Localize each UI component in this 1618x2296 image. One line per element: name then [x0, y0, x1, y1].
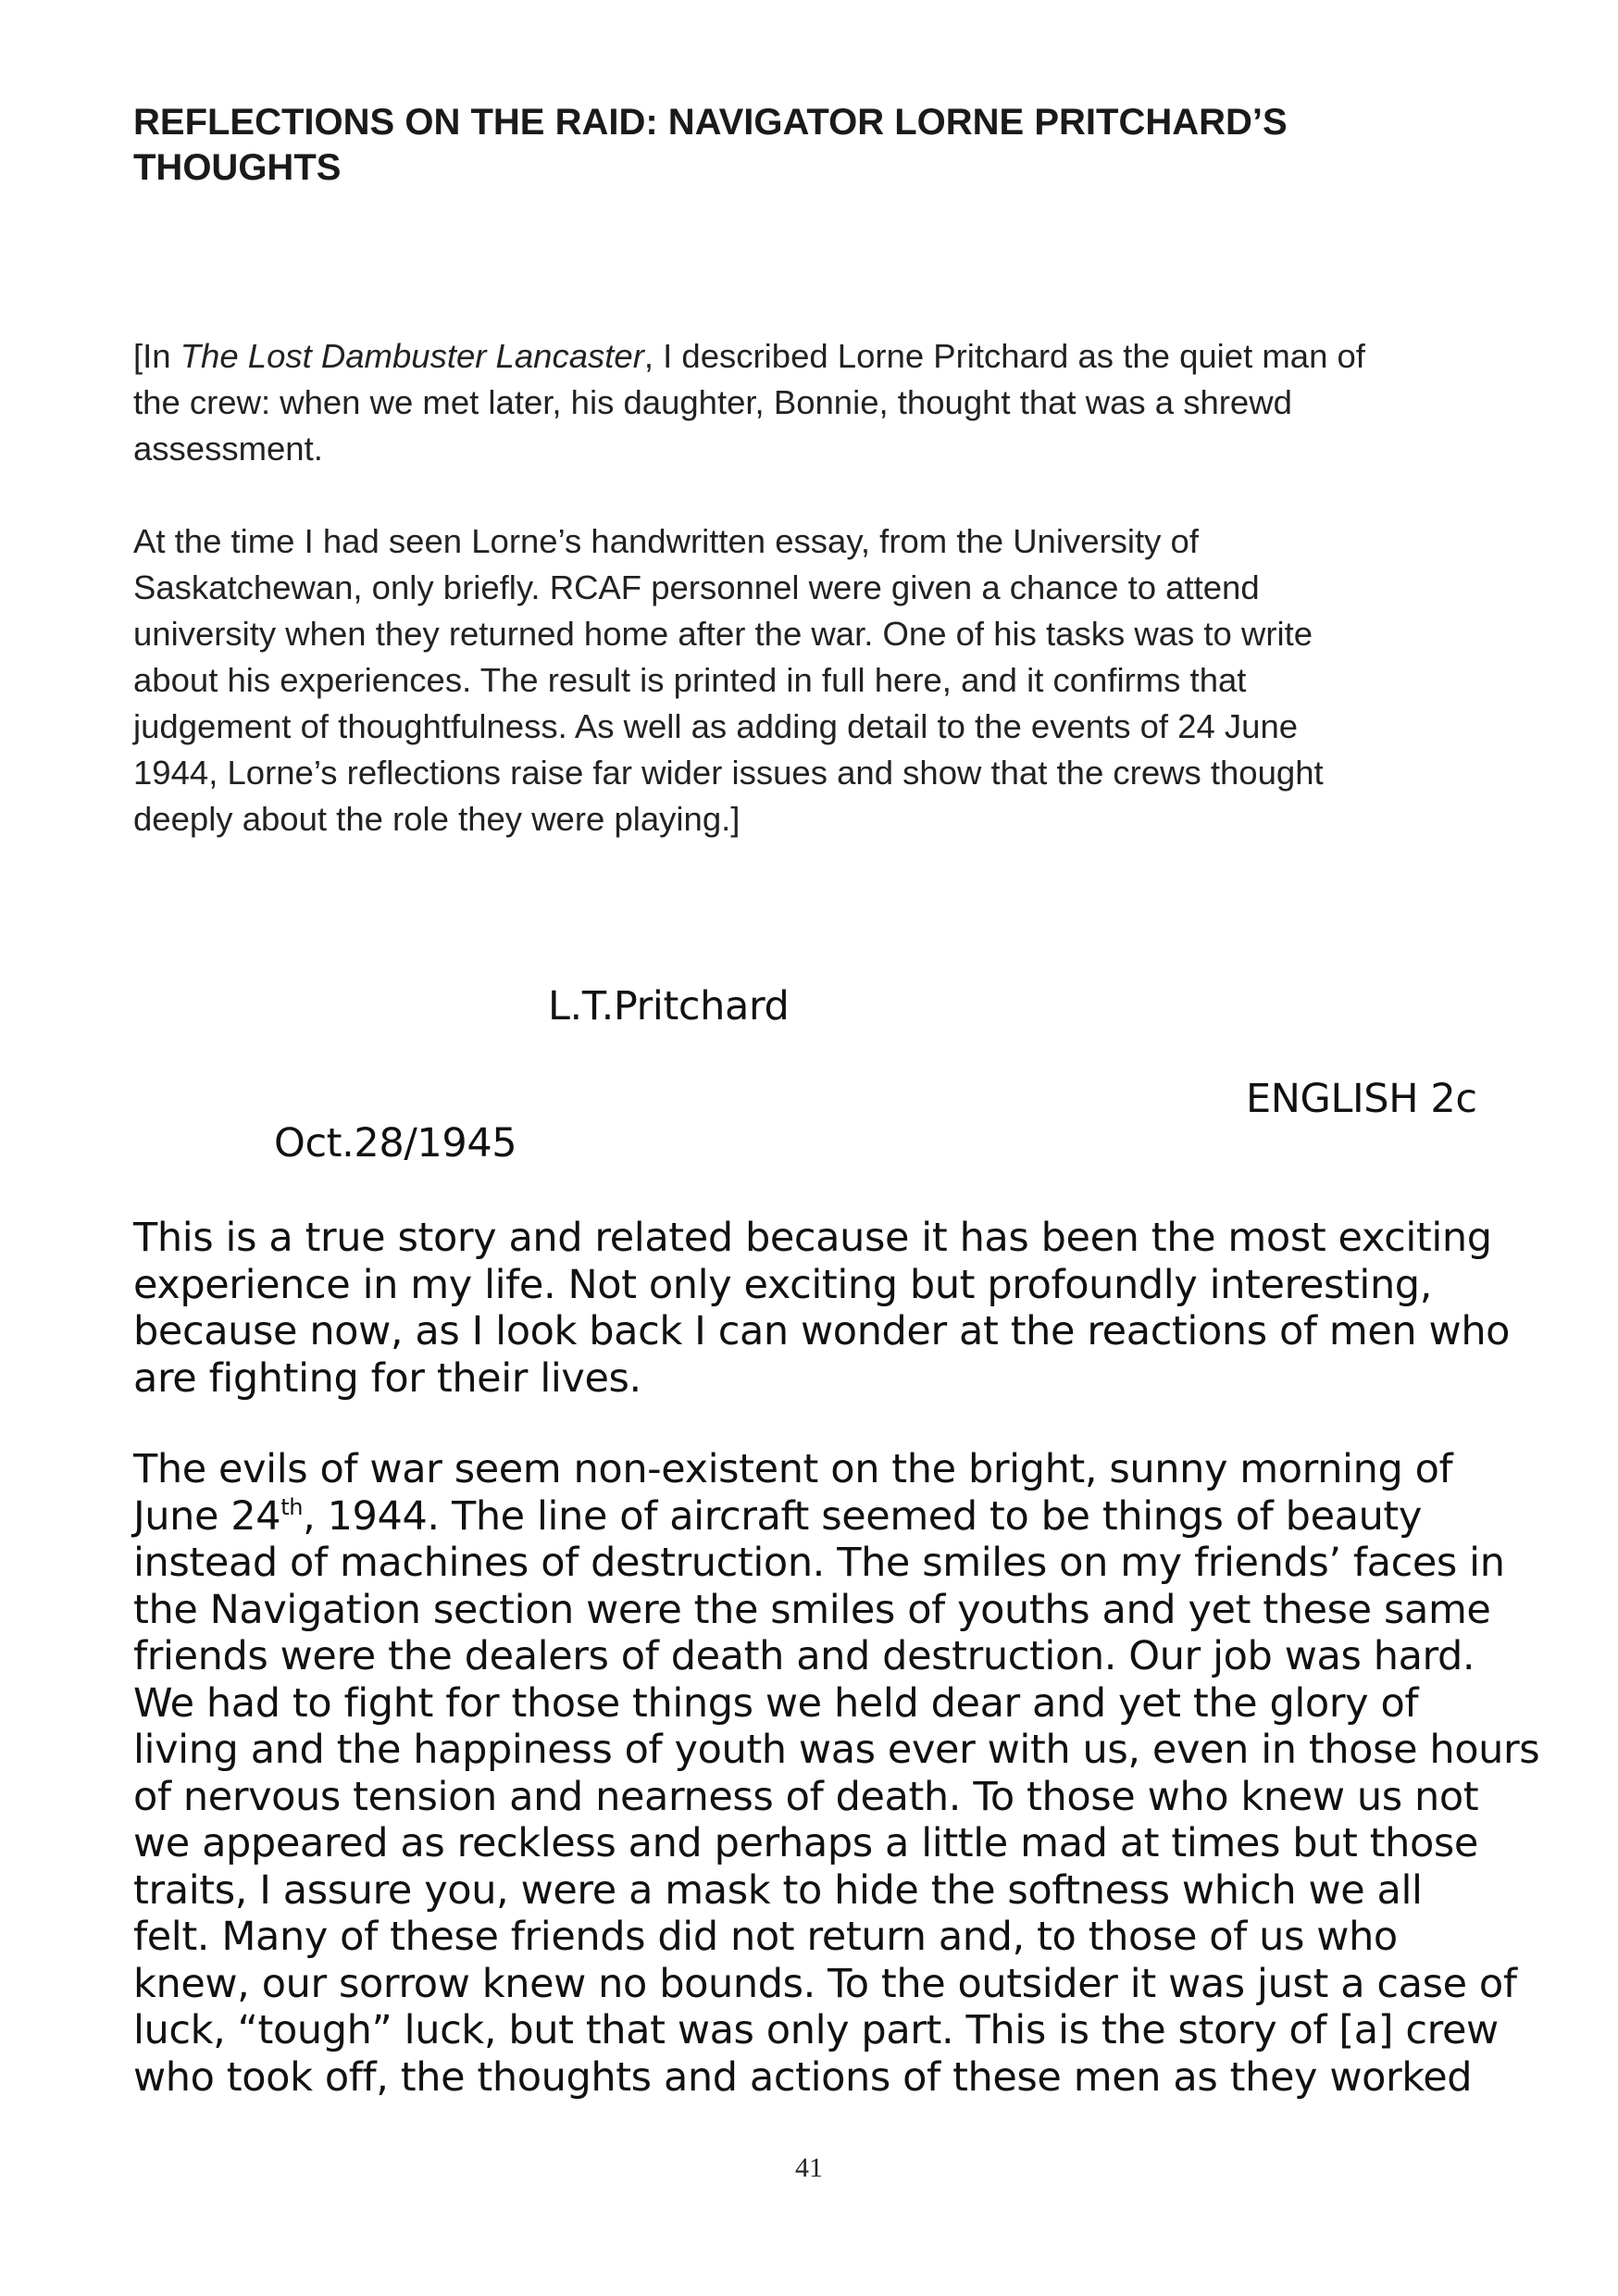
essay-line: The evils of war seem non-existent on the bright, sunny morning of	[133, 1446, 1453, 1492]
intro-line: 1944, Lorne’s reflections raise far wider issues and show that the crews thought	[133, 754, 1324, 792]
page-title: REFLECTIONS ON THE RAID: NAVIGATOR LORNE PRITCHARD’S THOUGHTS	[133, 102, 1288, 188]
intro-line: assessment.	[133, 430, 323, 468]
intro-line	[133, 333, 1522, 380]
essay-course: ENGLISH 2c	[1246, 1076, 1477, 1122]
intro-line: deeply about the role they were playing.]	[133, 800, 741, 838]
essay-line: We had to fight for those things we held dear and yet the glory of	[133, 1679, 1419, 1727]
intro-line: judgement of thoughtfulness. As well as adding detail to the events of 24 June	[133, 707, 1299, 745]
intro-line: At the time I had seen Lorne’s handwritten essay, from the University of	[133, 522, 1199, 560]
intro-line: Saskatchewan, only briefly. RCAF personnel were given a chance to attend	[133, 568, 1260, 606]
essay-line	[133, 1493, 1540, 1541]
ordinal-suffix: th	[280, 1493, 304, 1520]
intro-text: , I described Lorne Pritchard as the quiet man of	[643, 337, 1365, 375]
essay-line: of nervous tension and nearness of death. To those who knew us not	[133, 1773, 1479, 1820]
essay-line: felt. Many of these friends did not return and, to those of us who	[133, 1914, 1398, 1960]
essay-line: experience in my life. Not only exciting but profoundly interesting,	[133, 1261, 1432, 1308]
essay-line: instead of machines of destruction. The smiles on my friends’ faces in	[133, 1540, 1505, 1586]
essay-text: June 24	[133, 1492, 281, 1540]
essay-author: L.T.Pritchard	[548, 983, 790, 1029]
book-title: The Lost Dambuster Lancaster	[180, 337, 644, 375]
essay-paragraph-2	[133, 1446, 1540, 2101]
intro-paragraph-2	[133, 518, 1522, 842]
essay-line: because now, as I look back I can wonder at the reactions of men who	[133, 1308, 1511, 1354]
essay-text: , 1944. The line of aircraft seemed to be things of beauty	[303, 1492, 1422, 1540]
essay-line: living and the happiness of youth was ever with us, even in those hours	[133, 1727, 1540, 1773]
essay-date: Oct.28/1945	[274, 1120, 517, 1167]
essay-line: are fighting for their lives.	[133, 1354, 641, 1402]
intro-text: [In	[133, 337, 180, 375]
intro-line: the crew: when we met later, his daughter, Bonnie, thought that was a shrewd	[133, 383, 1292, 421]
intro-line: about his experiences. The result is printed in full here, and it confirms that	[133, 661, 1247, 699]
essay-line: traits, I assure you, were a mask to hide the softness which we all	[133, 1866, 1423, 1914]
essay-line: the Navigation section were the smiles of youths and yet these same	[133, 1586, 1491, 1633]
page-number: 41	[795, 2152, 823, 2183]
intro-paragraph-1	[133, 333, 1522, 472]
essay-line: friends were the dealers of death and destruction. Our job was hard.	[133, 1633, 1475, 1679]
essay-line: who took off, the thoughts and actions of these men as they worked	[133, 2053, 1473, 2101]
intro-line: university when they returned home after the war. One of his tasks was to write	[133, 615, 1313, 653]
essay-line: we appeared as reckless and perhaps a little mad at times but those	[133, 1820, 1478, 1866]
essay-line: luck, “tough” luck, but that was only part. This is the story of [a] crew	[133, 2007, 1499, 2053]
essay-line: This is a true story and related because it has been the most exciting	[133, 1215, 1492, 1261]
essay-line: knew, our sorrow knew no bounds. To the outsider it was just a case of	[133, 1960, 1517, 2007]
essay-paragraph-1	[133, 1215, 1540, 1402]
